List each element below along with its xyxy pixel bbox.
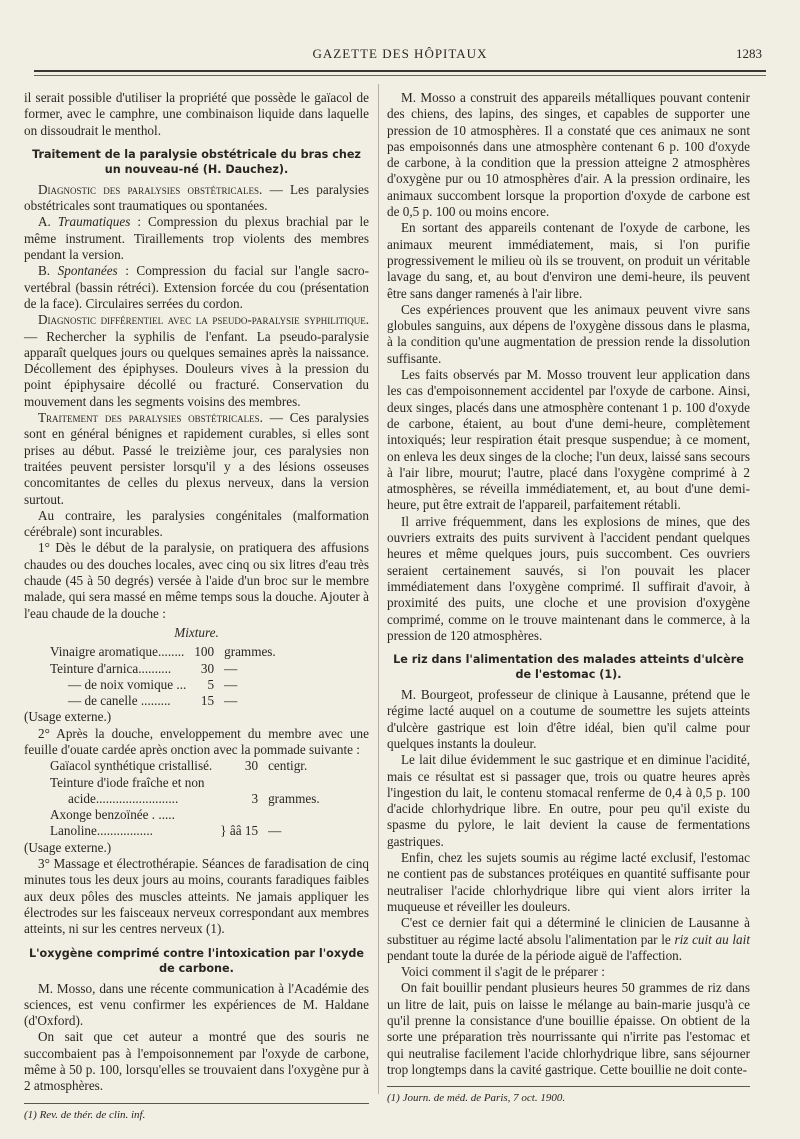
paragraph-text: — Les paralysies obstétricales sont traumatiques ou spontanées. [24, 181, 369, 214]
paragraph [24, 263, 369, 312]
unit [258, 807, 320, 823]
unit [258, 775, 320, 791]
ingredient: Axonge benzoïnée . ..... [50, 807, 175, 823]
header-rule-thin [34, 75, 766, 76]
quantity: 5 [207, 676, 215, 692]
paragraph [24, 410, 369, 508]
recipe-row [50, 758, 320, 774]
article-title: Traitement de la paralysie obstétricale du bras chez un nouveau-né (H. Dauchez). [32, 147, 361, 176]
unit: grammes. [224, 644, 276, 660]
footnote-rule [387, 1086, 750, 1087]
usage-note: (Usage externe.) [24, 839, 112, 855]
unit: — [268, 823, 282, 839]
paragraph: Les faits observés par M. Mosso trouvent leur application dans les cas d'empoisonnement accidentel par l'oxyde de carbone. Ainsi, deux singes, placés dans une atmosphère contenant 1 p. 100 d'oxyde de carbone, étaient, au bout d'une demi-heure, complètement intoxiqués; leur respiration était presque suspendue; à ce moment, on enleva les deux singes de la cloche; l'un deux, laissé sans secours à l'air libre, mourut; l'autre, placé dans l'oxygène comprimé à 2 atmosphères, se réveilla immédiatement, et, au bout d'une demi-heure, put être extrait de l'appareil, parfaitement rétabli. [387, 367, 750, 513]
recipe-row [50, 677, 276, 693]
quantity: } ââ 15 [220, 823, 259, 839]
recipe-row [50, 644, 276, 660]
paragraph: Le lait dilue évidemment le suc gastrique et en diminue l'acidité, mais ce résultat est si passager que, trois ou quatre heures après l'ingestion du lait, le contenu stomacal renferme de 0,4 à 0,5 p. 100 d'acide chlorhydrique libre. En outre, pour peu qu'il existe du spasme du pylore, le lait devient la cause de fermentations gastriques. [387, 752, 750, 849]
quantity: 30 [244, 758, 259, 774]
paragraph [24, 214, 369, 263]
paragraph: 3° Massage et électrothérapie. Séances de faradisation de cinq minutes tous les deux jours au moins, courants faradiques faibles aux deux pôles des muscles atteints. Ne jamais appliquer les électrodes sur les faisceaux nerveux correspondant aux membres atteints, ni sur les centres nerveux (1). [24, 856, 369, 937]
quantity: 15 [200, 693, 215, 709]
unit: centigr. [268, 758, 308, 774]
ingredient: — de noix vomique ... [68, 676, 187, 692]
paragraph-text: — Ces paralysies sont en général bénignes et rapidement curables, si elles sont prises au début. Passé le treizième jour, ces paralysies non traitées peuvent persister lorsqu'il y a des lésions osseuses concomitantes de celles du plexus nerveux, dans la version surtout. [24, 410, 369, 507]
recipe-title: Mixture. [174, 624, 219, 640]
left-column [24, 90, 369, 1122]
recipe-row [50, 693, 276, 709]
journal-title: GAZETTE DES HÔPITAUX [312, 46, 488, 61]
page-header [28, 46, 772, 68]
paragraph-text: — Rechercher la syphilis de l'enfant. La pseudo-paralysie apparaît quelques jours ou quelques semaines après la naissance. Décollement des épiphyses. Douleurs vives à la pression du point épiphysaire décollé ou fracturé. Conservation du mouvement dans les segments voisins des membres. [24, 328, 369, 409]
unit: — [224, 693, 238, 709]
quantity [212, 775, 258, 791]
item-label: A. [38, 214, 58, 230]
recipe-row [50, 823, 320, 839]
ingredient: Teinture d'iode fraîche et non [50, 774, 205, 790]
recipe-row [50, 807, 320, 823]
mixture-table [50, 644, 276, 709]
paragraph: 2° Après la douche, enveloppement du membre avec une feuille d'ouate cardée après onction avec la pommade suivante : [24, 725, 369, 757]
page-number: 1283 [736, 46, 762, 61]
recipe-row [50, 661, 276, 677]
item-term: Traumatiques [57, 214, 131, 230]
ingredient: Teinture d'arnica.......... [50, 660, 172, 676]
ingredient: Vinaigre aromatique........ [50, 644, 185, 660]
paragraph: M. Mosso a construit des appareils métalliques pouvant contenir des chiens, des lapins, des singes, et capables de supporter une pression de 10 atmosphères. Il a constaté que ces animaux ne sont pas empoisonnés dans une atmosphère contenant 6 p. 100 d'oxyde de carbone, à la condition que la pression atteigne 2 atmosphères d'oxygène pur ou 10 atmosphères d'air. A la pression ordinaire, les animaux succombent lorsque la proportion d'oxyde de carbone est de 0,5 p. 100 ou moins encore. [387, 90, 750, 220]
article-title: Le riz dans l'alimentation des malades atteints d'ulcère de l'estomac (1). [393, 653, 744, 682]
recipe-row [50, 775, 320, 791]
ingredient: — de canelle ......... [68, 693, 171, 709]
paragraph: En sortant des appareils contenant de l'oxyde de carbone, les animaux meurent immédiatement, mais, si l'on purifie progressivement le milieu où ils se trouvent, on produit un véritable lavage du sang, et, au bout d'environ une demi-heure, ils peuvent être sans danger ramenés à l'air libre. [387, 220, 750, 301]
unit: — [224, 676, 238, 692]
paragraph: Voici comment il s'agit de le préparer : [401, 964, 605, 980]
ingredient: acide......................... [68, 790, 179, 806]
paragraph: il serait possible d'utiliser la propriété que possède le gaïacol de former, avec le camphre, une combinaison liquide dans laquelle on dissoudrait le menthol. [24, 90, 369, 138]
paragraph: 1° Dès le début de la paralysie, on pratiquera des affusions chaudes ou des douches locales, avec cinq ou six litres d'eau très chaude (45 à 50 degrés) versée à l'aide d'un broc sur le membre malade, qui sera massé en même temps sous la douche. Ajouter à l'eau chaude de la douche : [24, 540, 369, 621]
paragraph: Ces expériences prouvent que les animaux peuvent vivre sans globules sanguins, aux dépens de l'oxygène dissous dans le plasma, à la condition qu'une augmentation de pression rende la dissolution suffisante. [387, 301, 750, 366]
quantity: 100 [194, 644, 215, 660]
paragraph-text: : Compression du plexus brachial par le même instrument. Tiraillements trop violents des membres pendant la version. [24, 214, 369, 263]
section-label: Diagnostic différentiel avec la pseudo-paralysie syphilitique. [38, 312, 369, 328]
paragraph: Enfin, chez les sujets soumis au régime lacté exclusif, l'estomac ne contient pas de substances protéiques en quantité suffisante pour neutraliser l'acide chlorhydrique libre qui vient alors irriter la muqueuse et réveiller les douleurs. [387, 850, 750, 914]
paragraph: Au contraire, les paralysies congénitales (malformation cérébrale) sont incurables. [24, 507, 369, 540]
paragraph: Il arrive fréquemment, dans les explosions de mines, que des ouvriers extraits des puits survivent à l'accident pendant quelques heures et même quelques jours, puis succombent. Ces ouvriers seraient certainement sauvés, si l'on pouvait les placer immédiatement dans l'oxygène comprimé. Il suffirait d'avoir, à proximité des puits, une cloche et une provision d'oxygène comprimé, comme on le trouve maintenant dans le commerce, à la pression de 120 atmosphères. [387, 513, 750, 643]
emphasis: riz cuit au lait [674, 931, 750, 947]
header-rule [34, 70, 766, 72]
quantity: 3 [251, 790, 259, 806]
paragraph [387, 915, 750, 964]
paragraph-text: : Compression du facial sur l'angle sacro-vertébral (bassin rétréci). Extension forcée du cou (présentation de la face). Circulaires serrées du cordon. [24, 263, 370, 311]
paragraph: On fait bouillir pendant plusieurs heures 50 grammes de riz dans un litre de lait, puis on laisse le mélange au bain-marie jusqu'à ce qu'il prenne la consistance d'une bouillie épaisse. On obtient de la sorte une préparation très nourrissante qui n'irrite pas l'estomac et qui neutralise facilement l'acide chlorhydrique libre, sans séjourner trop longtemps dans la cavité gastrique. Cette bouillie ne doit conte- [387, 980, 750, 1077]
item-label: B. [38, 263, 58, 279]
right-column [387, 90, 750, 1105]
paragraph [24, 182, 369, 215]
pommade-table [50, 758, 320, 839]
quantity [212, 807, 258, 823]
ingredient: Gaïacol synthétique cristallisé. [50, 758, 213, 774]
article-title: L'oxygène comprimé contre l'intoxication par l'oxyde de carbone. [29, 946, 364, 975]
item-term: Spontanées [57, 263, 118, 279]
paragraph-text: pendant toute la durée de la période aiguë de l'affection. [387, 947, 683, 963]
paragraph: On sait que cet auteur a montré que des souris ne succombaient pas à l'empoisonnement par l'oxyde de carbone, même à 50 p. 100, lorsqu'elles se trouvaient dans l'oxygène pur à 2 atmosphères. [24, 1029, 369, 1094]
paragraph-text: C'est ce dernier fait qui a déterminé le clinicien de Lausanne à substituer au régime lacté absolu l'alimentation par le [387, 915, 750, 947]
footnote-rule [24, 1103, 369, 1104]
paragraph: M. Bourgeot, professeur de clinique à Lausanne, prétend que le régime lacté auquel on a coutume de soumettre les sujets atteints d'ulcère gastrique est loin d'être idéal, bien qu'il calme pour quelques instants la douleur. [387, 687, 750, 751]
footnote: (1) Rev. de thér. de clin. inf. [24, 1108, 146, 1121]
footnote: (1) Journ. de méd. de Paris, 7 oct. 1900. [387, 1092, 566, 1105]
usage-note: (Usage externe.) [24, 709, 112, 725]
unit: — [224, 660, 238, 676]
quantity: 30 [200, 660, 215, 676]
unit: grammes. [268, 790, 320, 806]
recipe-row [50, 791, 320, 807]
section-label: Diagnostic des paralysies obstétricales. [38, 181, 263, 197]
ingredient: Lanoline................. [50, 823, 153, 839]
column-divider [378, 84, 379, 1094]
section-label: Traitement des paralysies obstétricales. [38, 410, 263, 426]
paragraph [24, 312, 369, 410]
paragraph: M. Mosso, dans une récente communication à l'Académie des sciences, est venu confirmer les expériences de M. Haldane (d'Oxford). [24, 980, 369, 1029]
